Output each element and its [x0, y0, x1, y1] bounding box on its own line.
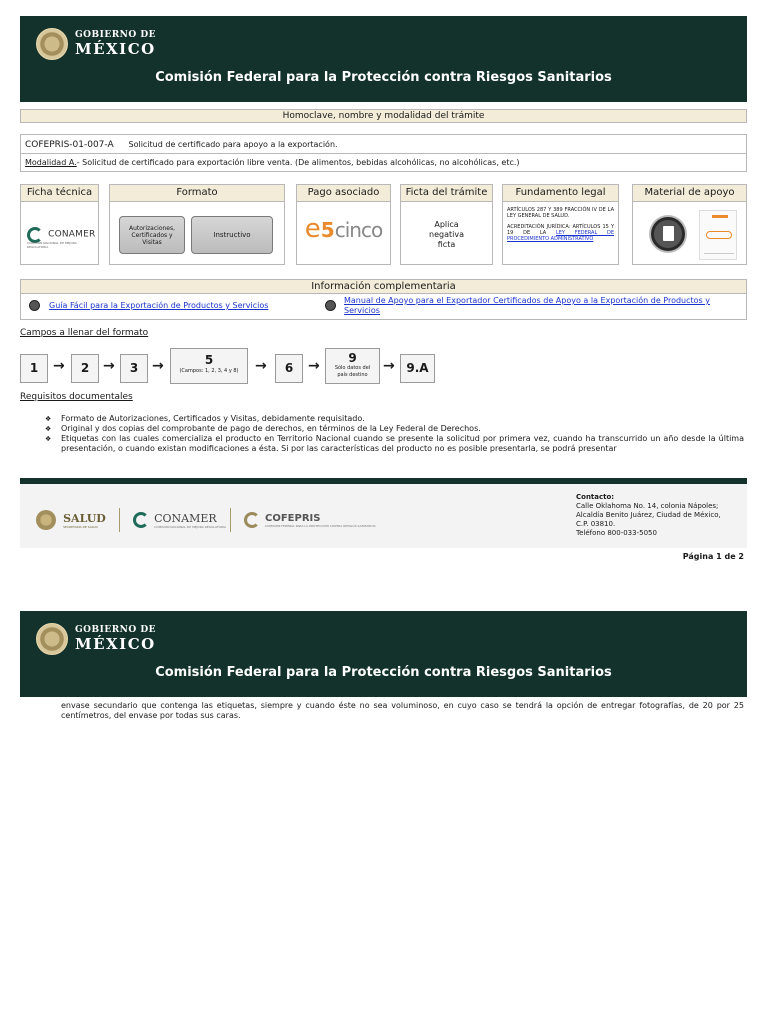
fundamento-p2 — [507, 224, 614, 242]
arrow-right-icon: → — [53, 358, 65, 374]
cofepris-icon — [244, 512, 260, 528]
ficta-line3: ficta — [437, 240, 456, 249]
manual-doc-icon — [325, 300, 336, 311]
campos-title: Campos a llenar del formato — [20, 328, 149, 338]
step-3: 3 — [120, 354, 148, 383]
contacto-addr3: C.P. 03810. — [576, 520, 616, 528]
contacto-addr1: Calle Oklahoma No. 14, colonia Nápoles; — [576, 502, 719, 510]
salud-logo-text: SALUD — [63, 511, 106, 525]
card-ficta — [400, 184, 493, 265]
footer-divider — [119, 508, 120, 532]
requisito-item: ❖ Formato de Autorizaciones, Certificados y Visitas, debidamente requisitado. — [41, 414, 744, 424]
page-title: Comisión Federal para la Protección contra Riesgos Sanitarios — [155, 70, 612, 85]
mexico-seal-icon — [36, 623, 68, 655]
contacto-tel: Teléfono 800-033-5050 — [576, 529, 657, 537]
contacto-label: Contacto: — [576, 493, 615, 501]
guia-facil-link[interactable]: Guía Fácil para la Exportación de Productos y Servicios — [49, 301, 269, 310]
ficta-line1: Aplica — [434, 220, 459, 229]
arrow-right-icon: → — [103, 358, 115, 374]
page2-header — [20, 611, 747, 697]
conamer-tagline: COMISIÓN NACIONAL DE MEJORA REGULATORIA — [27, 241, 77, 249]
fundamento-p2-prefix: ACREDITACIÓN JURÍDICA: ARTÍCULOS 15 Y 19 DE LA — [507, 224, 614, 236]
conamer-footer-icon — [133, 512, 149, 528]
step-9 — [325, 348, 380, 384]
manual-apoyo-link[interactable]: Manual de Apoyo para el Exportador Certificados de Apoyo a la Exportación de Productos y Servicios — [344, 296, 710, 315]
ley-federal-link[interactable]: LEY FEDERAL DE PROCEDIMIENTO ADMINISTRATIVO — [507, 230, 614, 242]
page-number: Página 1 de 2 — [682, 552, 744, 561]
step-2: 2 — [71, 354, 99, 383]
card-ficha-title: Ficha técnica — [21, 185, 98, 202]
card-fundamento-title: Fundamento legal — [503, 185, 618, 202]
arrow-right-icon: → — [383, 358, 395, 374]
salud-sub-text: SECRETARÍA DE SALUD — [63, 524, 98, 529]
requisito-continuation: envase secundario que contenga las etiquetas, siempre y cuando éste no sea voluminoso, en cuyo caso se tendrá la opción de entregar fotografías, de 20 por 25 centímetros, del envase por todas sus caras. — [61, 701, 744, 720]
cofepris-sub: COMISIÓN FEDERAL PARA LA PROTECCIÓN CONTRA RIESGOS SANITARIOS — [265, 523, 376, 528]
step-6: 6 — [275, 354, 303, 383]
card-formato — [109, 184, 285, 265]
step-5-num: 5 — [204, 353, 214, 367]
guia-doc-icon — [29, 300, 40, 311]
card-pago-title: Pago asociado — [297, 185, 390, 202]
requisito-item: ❖ Original y dos copias del comprobante de pago de derechos, en términos de la Ley Federal de Derechos. — [41, 424, 744, 434]
e5cinco-five-icon: 5 — [320, 218, 335, 242]
formato-autorizaciones-button[interactable]: Autorizaciones, Certificados y Visitas — [119, 216, 185, 254]
page2-title: Comisión Federal para la Protección contra Riesgos Sanitarios — [155, 665, 612, 680]
modalidad-label: Modalidad A. — [25, 158, 77, 167]
requisitos-title: Requisitos documentales — [20, 392, 133, 402]
fundamento-p1: ARTÍCULOS 287 Y 389 FRACCIÓN IV DE LA LEY GENERAL DE SALUD. — [507, 207, 614, 219]
card-pago-asociado — [296, 184, 391, 265]
homoclave: COFEPRIS-01-007-A — [25, 140, 114, 150]
e5cinco-rest: cinco — [334, 218, 383, 242]
step-9a: 9.A — [400, 354, 435, 383]
arrow-right-icon: → — [308, 358, 320, 374]
info-section-title: Información complementaria — [20, 279, 747, 294]
page1-header — [20, 16, 747, 102]
step-9-sub: Sólo datos del país destino — [334, 365, 371, 378]
mexico-seal-icon — [36, 28, 68, 60]
contacto-addr2: Alcaldía Benito Juárez, Ciudad de México, — [576, 511, 721, 519]
e5cinco-e: e — [304, 214, 321, 244]
footer-contacto — [576, 493, 721, 538]
requisitos-list — [41, 414, 744, 454]
card-ficha-tecnica — [20, 184, 99, 265]
salud-seal-icon — [36, 510, 56, 530]
card-fundamento-legal — [502, 184, 619, 265]
conamer-footer-text: CONAMER — [154, 511, 217, 525]
ficta-line2: negativa — [429, 230, 464, 239]
tramite-section-title: Homoclave, nombre y modalidad del trámite — [20, 109, 747, 123]
gobierno-label: GOBIERNO DE — [75, 30, 157, 40]
modalidad-text: - Solicitud de certificado para exportación libre venta. (De alimentos, bebidas alcohólicas, no alcohólicas, etc.) — [76, 158, 520, 167]
modalidad-row — [20, 153, 747, 172]
info-links-row — [20, 294, 747, 320]
footer-logos — [36, 508, 376, 532]
card-ficta-title: Ficta del trámite — [401, 185, 492, 202]
conamer-logo-text: CONAMER — [48, 229, 96, 240]
step-5-sub: (Campos: 1, 2, 3, 4 y 8) — [179, 368, 239, 374]
card-material-title: Material de apoyo — [633, 185, 746, 202]
material-thumbnail[interactable] — [699, 210, 737, 260]
arrow-right-icon: → — [255, 358, 267, 374]
gobierno-label: GOBIERNO DE — [75, 625, 157, 635]
requisito-item: ❖ Etiquetas con las cuales comercializa el producto en Territorio Nacional cuando se presente la solicitud por primera vez, cuando ha transcurrido un año desde la última presentación, o cuando existan modificaciones a ésta. Si por las características del producto no es posible presentarla, se podrá presentar — [41, 434, 744, 454]
arrow-right-icon: → — [152, 358, 164, 374]
mexico-label: MÉXICO — [75, 635, 156, 653]
formato-instructivo-button[interactable]: Instructivo — [191, 216, 273, 254]
step-9-num: 9 — [348, 351, 357, 365]
tramite-nombre: Solicitud de certificado para apoyo a la exportación. — [128, 140, 338, 149]
card-material-apoyo — [632, 184, 747, 265]
footer-divider — [230, 508, 231, 532]
page1-footer — [20, 478, 747, 548]
tramite-row — [20, 134, 747, 154]
mexico-label: MÉXICO — [75, 40, 156, 58]
card-formato-title: Formato — [110, 185, 284, 202]
step-5 — [170, 348, 248, 384]
document-icon[interactable] — [651, 217, 685, 251]
e5cinco-logo[interactable] — [297, 214, 390, 244]
conamer-footer-sub: COMISIÓN NACIONAL DE MEJORA REGULATORIA — [154, 524, 227, 529]
cofepris-text: COFEPRIS — [265, 512, 321, 524]
step-1: 1 — [20, 354, 48, 383]
